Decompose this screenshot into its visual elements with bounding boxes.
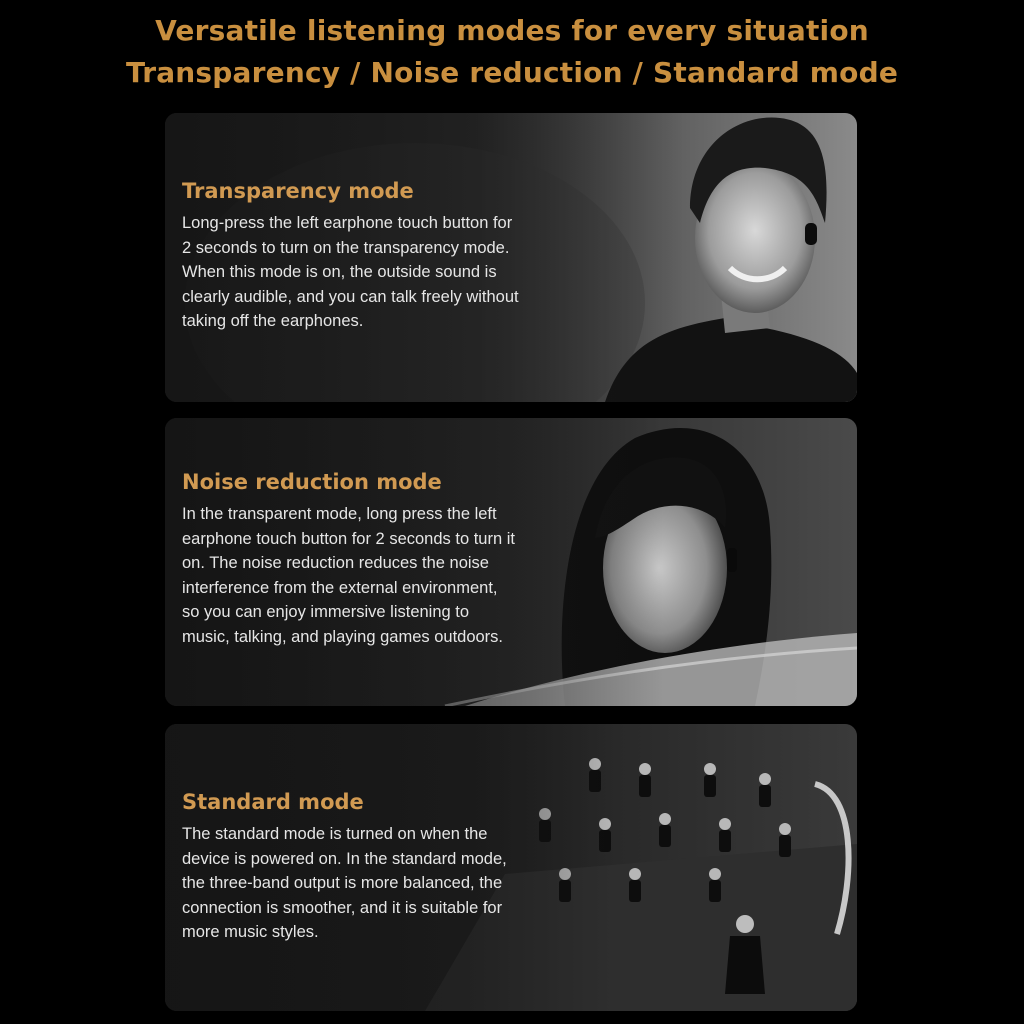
description-line: music, talking, and playing games outdoors. <box>182 627 504 646</box>
description-line: 2 seconds to turn on the transparency mode. <box>182 238 510 257</box>
description-line: interference from the external environment, <box>182 578 498 597</box>
mode-title: Standard mode <box>182 790 364 814</box>
headline-line-2: Transparency / Noise reduction / Standard mode <box>125 56 899 89</box>
description-line: The standard mode is turned on when the <box>182 825 488 843</box>
description-line: In the transparent mode, long press the left <box>182 505 497 523</box>
headline-line-1: Versatile listening modes for every situation <box>155 14 869 47</box>
mode-description <box>182 211 519 334</box>
description-line: When this mode is on, the outside sound is <box>182 263 497 282</box>
transparency-mode-card <box>165 113 857 402</box>
description-line: so you can enjoy immersive listening to <box>182 603 470 622</box>
standard-mode-card <box>165 724 857 1011</box>
description-line: the three-band output is more balanced, the <box>182 874 503 893</box>
mode-description <box>182 502 515 650</box>
description-line: Long-press the left earphone touch button for <box>182 214 513 232</box>
mode-title: Noise reduction mode <box>182 470 442 494</box>
transparency-mode-text <box>182 179 519 334</box>
description-line: device is powered on. In the standard mode, <box>182 849 507 868</box>
description-line: more music styles. <box>182 923 319 942</box>
standard-mode-text <box>182 790 507 945</box>
noise-reduction-mode-text <box>182 470 515 650</box>
description-line: taking off the earphones. <box>182 312 364 331</box>
description-line: on. The noise reduction reduces the noise <box>182 554 489 573</box>
description-line: earphone touch button for 2 seconds to turn it <box>182 529 515 548</box>
description-line: connection is smoother, and it is suitable for <box>182 898 503 917</box>
mode-description <box>182 822 507 945</box>
mode-title: Transparency mode <box>182 179 414 203</box>
description-line: clearly audible, and you can talk freely without <box>182 287 519 306</box>
noise-reduction-mode-card <box>165 418 857 706</box>
